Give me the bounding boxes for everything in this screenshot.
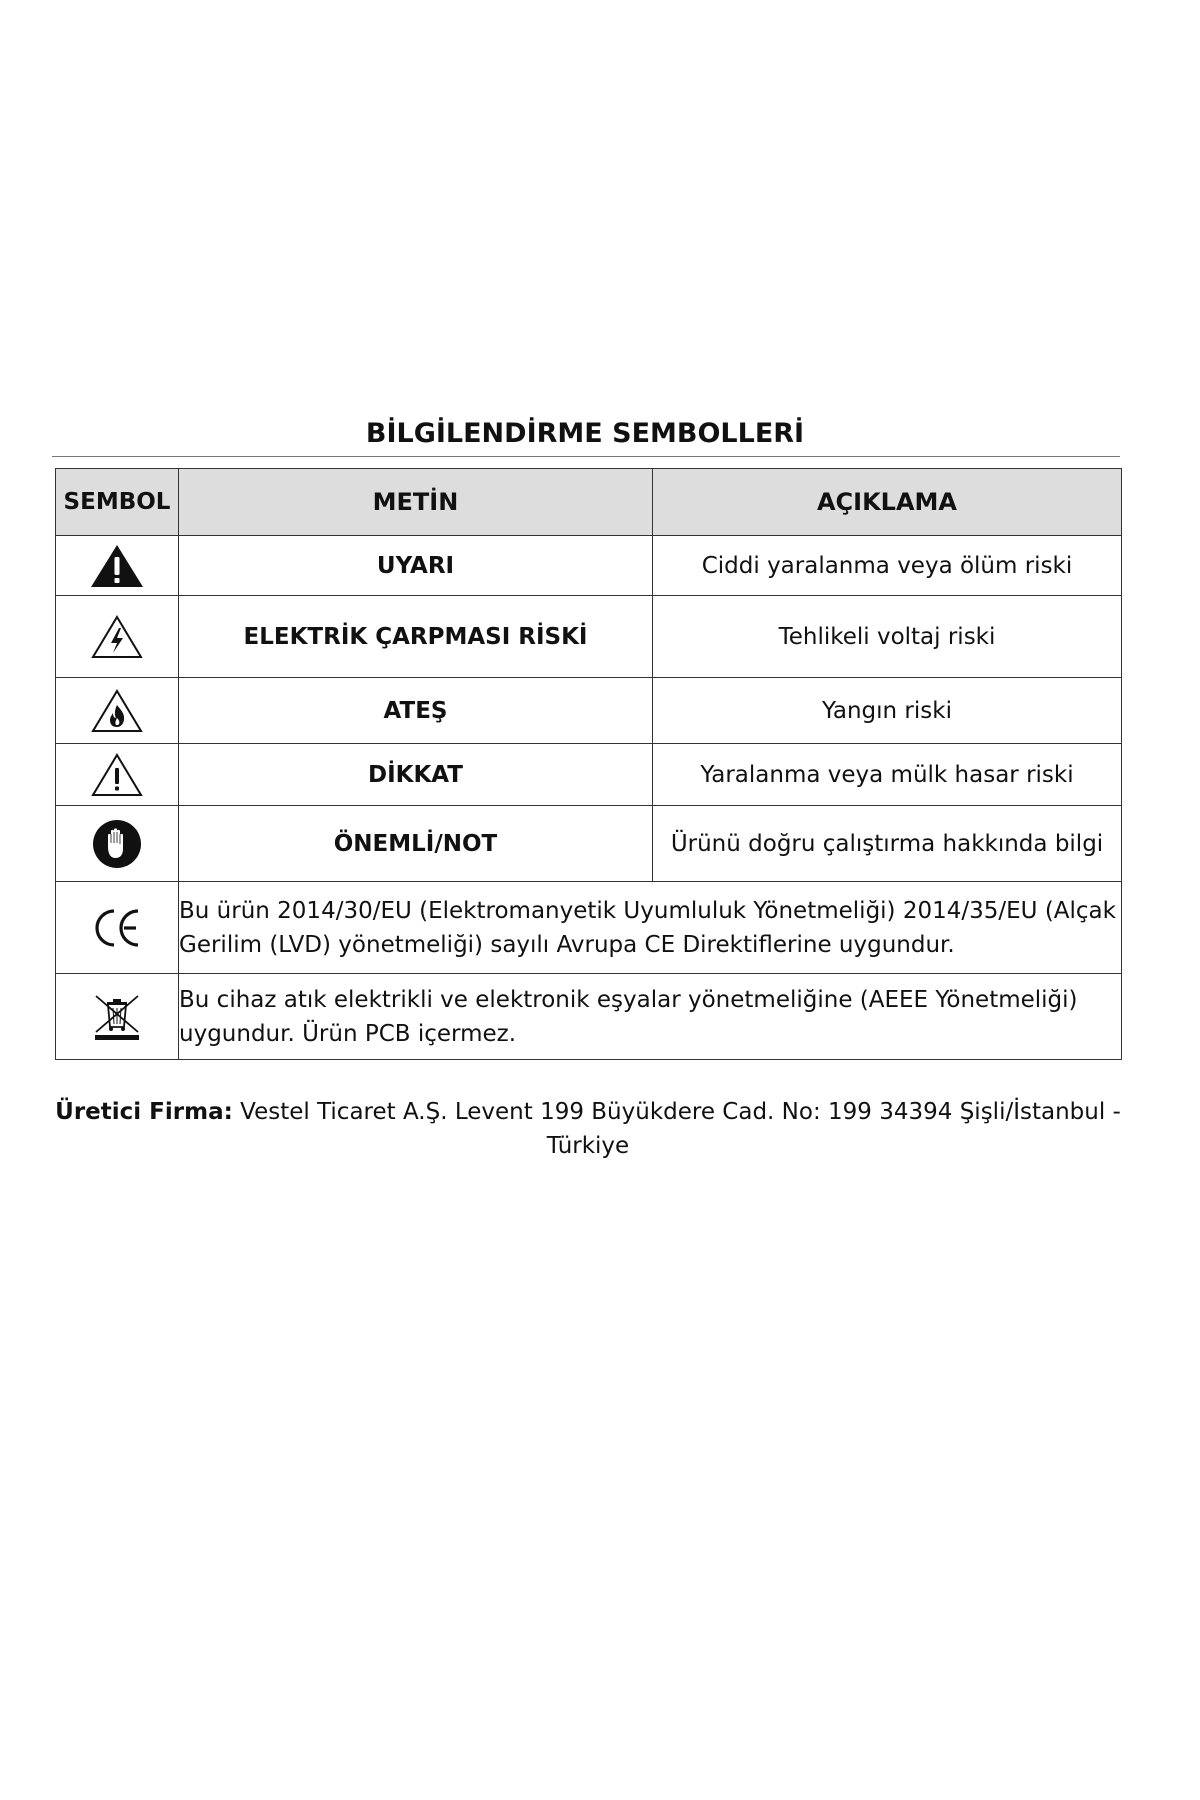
hand-stop-icon — [91, 818, 143, 870]
page-title: BİLGİLENDİRME SEMBOLLERİ — [365, 418, 805, 449]
symbol-description: Yaralanma veya mülk hasar riski — [653, 744, 1122, 806]
table-header-row — [56, 469, 1122, 536]
manufacturer-address: Vestel Ticaret A.Ş. Levent 199 Büyükdere Cad. No: 199 34394 Şişli/İstanbul - Türkiye — [240, 1099, 1121, 1159]
table-row — [56, 882, 1122, 974]
fire-hazard-icon — [90, 688, 144, 734]
symbol-text: ELEKTRİK ÇARPMASI RİSKİ — [179, 596, 653, 678]
symbol-cell — [56, 882, 179, 974]
symbol-description: Yangın riski — [653, 678, 1122, 744]
symbol-cell — [56, 806, 179, 882]
electric-shock-icon — [90, 614, 144, 660]
table-row — [56, 596, 1122, 678]
header-text: METİN — [179, 469, 653, 536]
header-symbol: SEMBOL — [56, 469, 179, 536]
title-divider — [52, 456, 1120, 457]
symbol-cell — [56, 974, 179, 1060]
manufacturer-label: Üretici Firma: — [55, 1099, 233, 1125]
symbol-text: DİKKAT — [179, 744, 653, 806]
symbol-text: UYARI — [179, 536, 653, 596]
table-row — [56, 536, 1122, 596]
symbol-description: Ürünü doğru çalıştırma hakkında bilgi — [653, 806, 1122, 882]
symbol-description: Ciddi yaralanma veya ölüm riski — [653, 536, 1122, 596]
symbol-cell — [56, 596, 179, 678]
table-row — [56, 806, 1122, 882]
symbol-text: ÖNEMLİ/NOT — [179, 806, 653, 882]
symbol-wide-text: Bu cihaz atık elektrikli ve elektronik eşyalar yönetmeliğine (AEEE Yönetmeliği) uygundur. Ürün PCB içermez. — [179, 974, 1122, 1060]
warning-filled-icon — [89, 543, 145, 589]
symbol-cell — [56, 744, 179, 806]
caution-icon — [90, 752, 144, 798]
symbol-text: ATEŞ — [179, 678, 653, 744]
manufacturer-info — [55, 1095, 1121, 1163]
symbol-cell — [56, 536, 179, 596]
symbol-description: Tehlikeli voltaj riski — [653, 596, 1122, 678]
symbol-wide-text: Bu ürün 2014/30/EU (Elektromanyetik Uyumluluk Yönetmeliği) 2014/35/EU (Alçak Gerilim (LVD) yönetmeliği) sayılı Avrupa CE Direktiflerine uygundur. — [179, 882, 1122, 974]
table-row — [56, 678, 1122, 744]
weee-crossed-bin-icon — [90, 993, 144, 1041]
table-row — [56, 974, 1122, 1060]
symbol-cell — [56, 678, 179, 744]
symbols-table — [55, 468, 1122, 1060]
ce-mark-icon — [90, 905, 144, 951]
table-row — [56, 744, 1122, 806]
header-description: AÇIKLAMA — [653, 469, 1122, 536]
